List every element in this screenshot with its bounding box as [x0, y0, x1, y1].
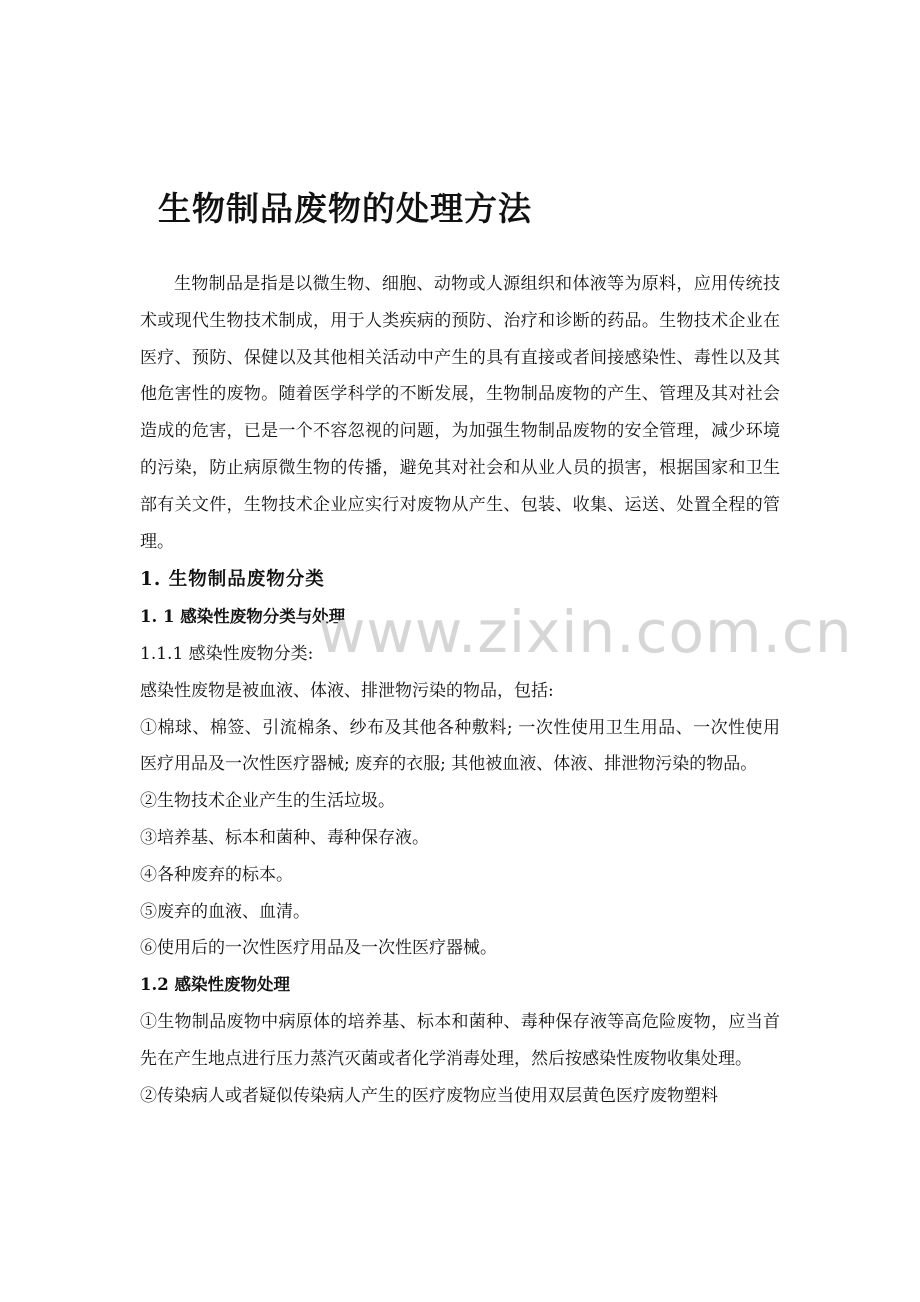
section-1-1-1-heading: 1.1.1 感染性废物分类:	[140, 643, 314, 664]
list-item: ③培养基、标本和菌种、毒种保存液。	[140, 827, 429, 848]
section-1-2-heading: 1.2 感染性废物处理	[140, 975, 290, 995]
list-item: ②生物技术企业产生的生活垃圾。	[140, 791, 395, 812]
document-body	[140, 266, 780, 1114]
section-1-heading: 1. 生物制品废物分类	[140, 569, 325, 591]
list-item: ⑤废弃的血液、血清。	[140, 901, 310, 922]
treatment-item: ②传染病人或者疑似传染病人产生的医疗废物应当使用双层黄色医疗废物塑料	[140, 1085, 718, 1106]
watermark-text: www.zixin.com.cn	[318, 598, 853, 666]
list-item: ①棉球、棉签、引流棉条、纱布及其他各种敷料; 一次性使用卫生用品、一次性使用医疗用品及一次性医疗器械; 废弃的衣服; 其他被血液、体液、排泄物污染的物品。	[140, 717, 780, 775]
list-item: ⑥使用后的一次性医疗用品及一次性医疗器械。	[140, 938, 497, 959]
list-item: ④各种废弃的标本。	[140, 864, 293, 885]
definition-text: 感染性废物是被血液、体液、排泄物污染的物品，包括:	[140, 680, 554, 701]
intro-paragraph: 生物制品是指是以微生物、细胞、动物或人源组织和体液等为原料，应用传统技术或现代生物技术制成，用于人类疾病的预防、治疗和诊断的药品。生物技术企业在医疗、预防、保健以及其他相关活动中产生的具有直接或者间接感染性、毒性以及其他危害性的废物。随着医学科学的不断发展，生物制品废物的产生、管理及其对社会造成的危害，已是一个不容忽视的问题，为加强生物制品废物的安全管理，减少环境的污染，防止病原微生物的传播，避免其对社会和从业人员的损害，根据国家和卫生部有关文件，生物技术企业应实行对废物从产生、包装、收集、运送、处置全程的管理。	[140, 274, 780, 552]
treatment-item: ①生物制品废物中病原体的培养基、标本和菌种、毒种保存液等高危险废物，应当首先在产生地点进行压力蒸汽灭菌或者化学消毒处理，然后按感染性废物收集处理。	[140, 1011, 780, 1069]
document-title: 生物制品废物的处理方法	[158, 189, 532, 228]
section-1-1-heading: 1. 1 感染性废物分类与处理	[140, 607, 346, 627]
